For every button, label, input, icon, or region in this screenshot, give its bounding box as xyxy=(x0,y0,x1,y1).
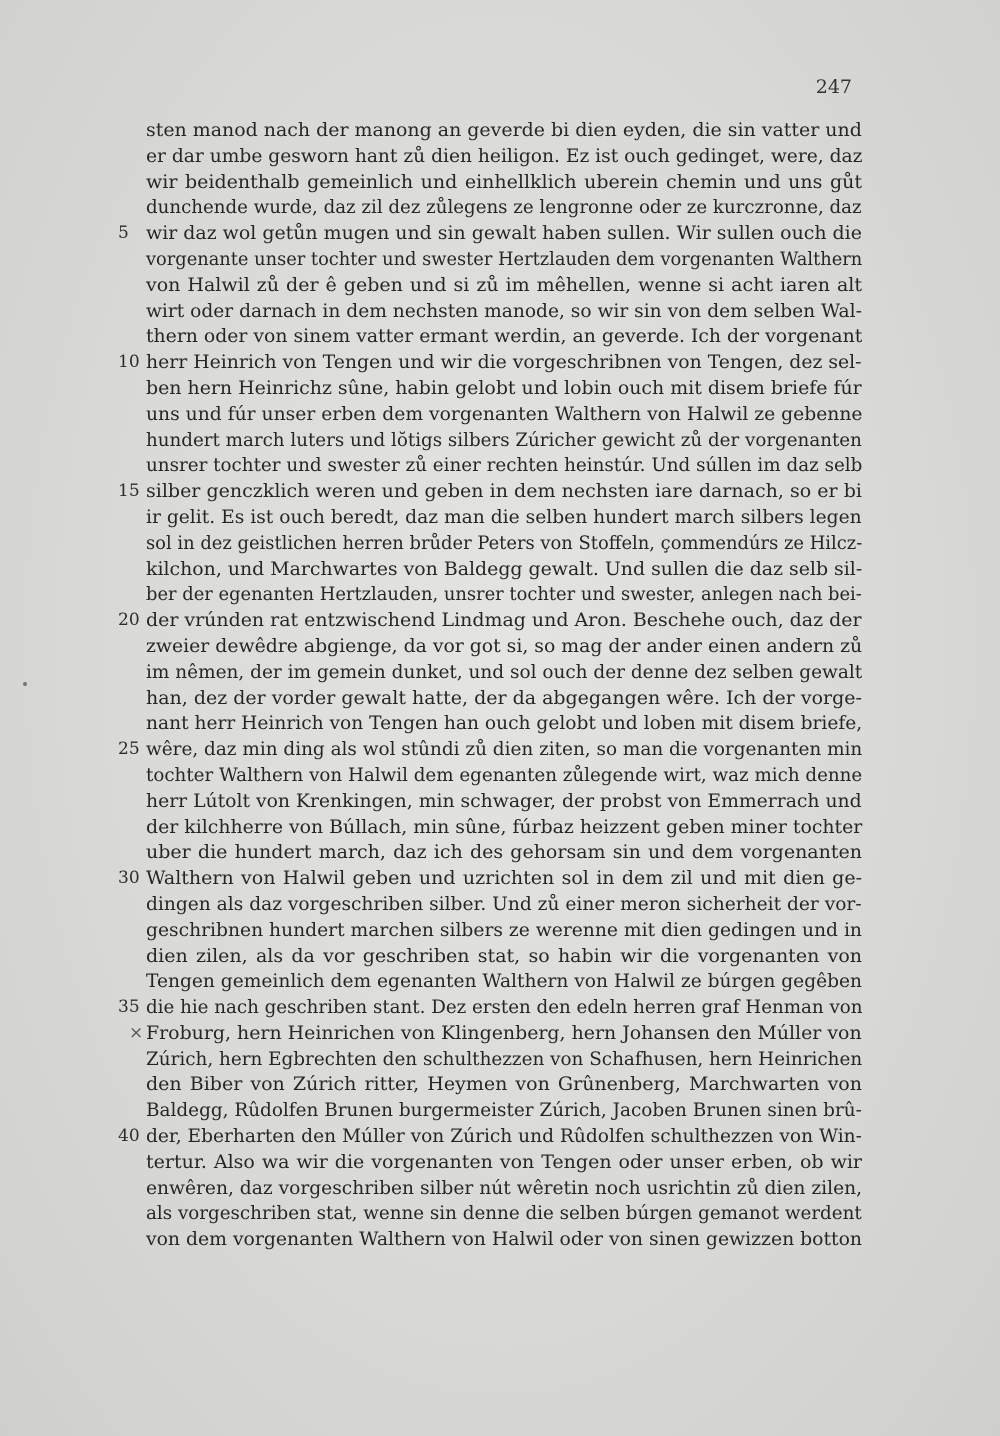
line-text: der kilchherre von Búllach, min sûne, fúrbaz heizzent geben miner tochter xyxy=(146,815,863,838)
text-line xyxy=(146,763,862,789)
line-text: der, Eberharten den Múller von Zúrich und Rûdolfen schulthezzen von Win- xyxy=(146,1125,862,1148)
text-line xyxy=(146,1047,862,1073)
line-number: 30 xyxy=(118,868,140,889)
line-number: 35 xyxy=(118,997,140,1018)
line-text: dien zilen, als da vor geschriben stat, so habin wir die vorgenanten von xyxy=(146,944,862,967)
line-text: enwêren, daz vorgeschriben silber nút wêretin noch usrichtin zů dien zilen, xyxy=(146,1176,863,1199)
line-text: den Biber von Zúrich ritter, Heymen von Grûnenberg, Marchwarten von xyxy=(146,1073,862,1096)
margin-mark: × xyxy=(129,1022,144,1043)
line-text: kilchon, und Marchwartes von Baldegg gewalt. Und sullen die daz selb sil- xyxy=(146,557,863,580)
line-text: tertur. Also wa wir die vorgenanten von Tengen oder unser erben, ob wir xyxy=(146,1150,862,1173)
text-line xyxy=(146,892,862,918)
text-line xyxy=(146,557,862,583)
line-text: vorgenante unser tochter und swester Hertzlauden dem vorgenanten Walthern xyxy=(146,247,863,270)
text-line xyxy=(146,711,862,737)
line-text: unsrer tochter und swester zů einer rechten heinstúr. Und súllen im daz selb xyxy=(146,454,863,477)
text-line xyxy=(146,660,862,686)
line-text: hundert march luters und lŏtigs silbers Zúricher gewicht zů der vorgenanten xyxy=(146,428,862,451)
line-text: uber die hundert march, daz ich des gehorsam sin und dem vorgenanten xyxy=(146,841,862,864)
text-line xyxy=(146,118,862,144)
line-text: die hie nach geschriben stant. Dez ersten den edeln herren graf Henman von xyxy=(146,996,863,1019)
text-line xyxy=(146,944,862,970)
line-text: als vorgeschriben stat, wenne sin denne die selben búrgen gemanot werdent xyxy=(146,1202,862,1225)
line-text: zweier dewêdre abgienge, da vor got si, so mag der ander einen andern zů xyxy=(146,634,863,657)
text-line xyxy=(146,144,862,170)
line-text: er dar umbe gesworn hant zů dien heiligon. Ez ist ouch gedinget, were, daz xyxy=(146,144,863,167)
line-number: 15 xyxy=(118,481,140,502)
text-line xyxy=(146,686,862,712)
text-line xyxy=(118,608,862,634)
line-number: 10 xyxy=(118,352,140,373)
line-text: ir gelit. Es ist ouch beredt, daz man die selben hundert march silbers legen xyxy=(146,505,862,528)
line-number: 40 xyxy=(118,1126,140,1147)
line-text: geschribnen hundert marchen silbers ze werenne mit dien gedingen und in xyxy=(146,918,862,941)
text-line xyxy=(118,479,862,505)
line-text: wêre, daz min ding als wol stûndi zů dien ziten, so man die vorgenanten min xyxy=(146,738,863,761)
line-text: Tengen gemeinlich dem egenanten Walthern von Halwil ze búrgen gegêben xyxy=(146,970,863,993)
line-text: herr Lútolt von Krenkingen, min schwager, der probst von Emmerrach und xyxy=(146,789,862,812)
text-line xyxy=(146,299,862,325)
line-text: han, dez der vorder gewalt hatte, der da abgegangen wêre. Ich der vorge- xyxy=(146,686,862,709)
text-line xyxy=(146,582,862,608)
text-line xyxy=(146,195,862,221)
text-line xyxy=(129,1021,862,1047)
line-text: von dem vorgenanten Walthern von Halwil oder von sinen gewizzen botton xyxy=(146,1228,863,1251)
line-text: herr Heinrich von Tengen und wir die vorgeschribnen von Tengen, dez sel- xyxy=(146,351,862,374)
line-text: wir beidenthalb gemeinlich und einhellklich uberein chemin und uns gůt xyxy=(146,170,862,193)
text-line xyxy=(146,1176,862,1202)
text-line xyxy=(146,453,862,479)
body-text xyxy=(118,118,863,1253)
text-line xyxy=(146,1072,862,1098)
line-number: 5 xyxy=(118,223,129,244)
line-text: tochter Walthern von Halwil dem egenanten zůlegende wirt, waz mich denne xyxy=(146,763,863,786)
paper-speck xyxy=(23,682,27,686)
line-text: von Halwil zů der ê geben und si zů im mêhellen, wenne si acht iaren alt xyxy=(146,273,862,296)
text-line xyxy=(146,505,862,531)
text-line xyxy=(146,840,862,866)
line-text: Froburg, hern Heinrichen von Klingenberg, hern Johansen den Múller von xyxy=(146,1021,862,1044)
line-text: wirt oder darnach in dem nechsten manode, so wir sin von dem selben Wal- xyxy=(146,299,862,322)
text-line xyxy=(146,1098,862,1124)
text-line xyxy=(146,376,862,402)
line-text: dunchende wurde, daz zil dez zůlegens ze lengronne oder ze kurczronne, daz xyxy=(146,196,862,219)
line-text: nant herr Heinrich von Tengen han ouch gelobt und loben mit disem briefe, xyxy=(146,712,863,735)
text-line xyxy=(118,221,862,247)
text-line xyxy=(146,1150,862,1176)
text-line xyxy=(146,324,862,350)
text-line xyxy=(146,918,862,944)
page-number: 247 xyxy=(815,76,852,98)
text-line xyxy=(118,866,862,892)
text-line xyxy=(146,789,862,815)
text-line xyxy=(118,995,863,1021)
text-line xyxy=(118,350,862,376)
line-text: Zúrich, hern Egbrechten den schulthezzen von Schafhusen, hern Heinrichen xyxy=(146,1047,863,1070)
line-text: dingen als daz vorgeschriben silber. Und zů einer meron sicherheit der vor- xyxy=(146,892,862,915)
text-line xyxy=(146,531,862,557)
line-text: ben hern Heinrichz sûne, habin gelobt und lobin ouch mit disem briefe fúr xyxy=(146,376,862,399)
line-number: 25 xyxy=(118,739,140,760)
text-line xyxy=(146,428,862,454)
line-text: wir daz wol getůn mugen und sin gewalt haben sullen. Wir sullen ouch die xyxy=(146,222,862,245)
text-line xyxy=(146,170,862,196)
text-line xyxy=(118,1124,862,1150)
line-text: uns und fúr unser erben dem vorgenanten Walthern von Halwil ze gebenne xyxy=(146,402,863,425)
line-text: sol in dez geistlichen herren brůder Peters von Stoffeln, çommendúrs ze Hilcz- xyxy=(146,531,863,554)
text-line xyxy=(146,969,862,995)
line-text: im nêmen, der im gemein dunket, und sol ouch der denne dez selben gewalt xyxy=(146,660,863,683)
text-line xyxy=(118,737,863,763)
text-line xyxy=(146,1227,862,1253)
text-line xyxy=(146,634,862,660)
line-text: ber der egenanten Hertzlauden, unsrer tochter und swester, anlegen nach bei- xyxy=(146,583,862,606)
line-text: thern oder von sinem vatter ermant werdin, an geverde. Ich der vorgenant xyxy=(146,325,863,348)
text-line xyxy=(146,247,862,273)
text-line xyxy=(146,1201,862,1227)
line-text: silber genczklich weren und geben in dem nechsten iare darnach, so er bi xyxy=(146,480,862,503)
line-number: 20 xyxy=(118,610,140,631)
line-text: Walthern von Halwil geben und uzrichten sol in dem zil und mit dien ge- xyxy=(146,867,862,890)
line-text: sten manod nach der manong an geverde bi dien eyden, die sin vatter und xyxy=(146,119,862,141)
text-line xyxy=(146,273,862,299)
text-line xyxy=(146,815,862,841)
line-text: der vrúnden rat entzwischend Lindmag und Aron. Beschehe ouch, daz der xyxy=(146,609,862,632)
text-line xyxy=(146,402,862,428)
line-text: Baldegg, Rûdolfen Brunen burgermeister Zúrich, Jacoben Brunen sinen brû- xyxy=(146,1099,862,1122)
